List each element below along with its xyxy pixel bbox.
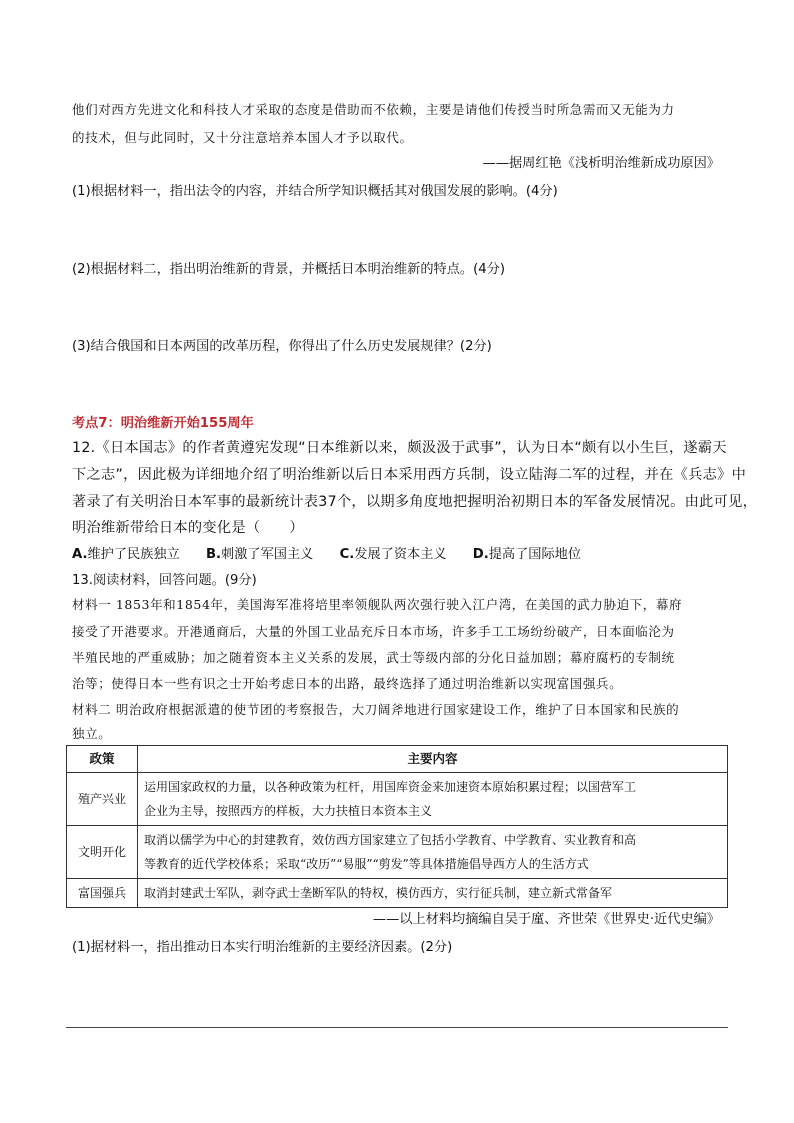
column-header: 主要内容	[138, 746, 728, 773]
content-line: 取消封建武士军队，剥夺武士垄断军队的特权，模仿西方，实行征兵制，建立新式常备军	[144, 886, 613, 900]
content-line: 取消以儒学为中心的封建教育，效仿西方国家建立了包括小学教育、中学教育、实业教育和高	[144, 833, 637, 847]
material-text-line: 独立。	[72, 726, 112, 741]
question-text-line: 下之志”，因此极为详细地介绍了明治维新以后日本采用西方兵制，设立陆海二军的过程，并在《兵志》中	[72, 467, 747, 483]
source-citation: ——据周红艳《浅析明治维新成功原因》	[482, 156, 720, 171]
option-c: C.发展了资本主义	[339, 547, 447, 562]
material-text-line: 他们对西方先进文化和科技人才采取的态度是借助而不依赖，主要是请他们传授当时所急需而又无能为力	[72, 102, 675, 117]
policy-table	[66, 745, 728, 908]
material-text-line: 的技术，但与此同时，又十分注意培养本国人才予以取代。	[72, 130, 413, 145]
option-d: D.提高了国际地位	[472, 547, 582, 562]
question-text-line: 著录了有关明治日本军事的最新统计表37个，以期多角度地把握明治初期日本的军备发展情况。由此可见，	[72, 494, 758, 510]
source-citation: ——以上材料均摘编自吴于廑、齐世荣《世界史·近代史编》	[372, 912, 720, 927]
column-header: 政策	[67, 746, 138, 773]
question-intro: 13.阅读材料，回答问题。(9分)	[72, 573, 257, 588]
section-heading: 考点7：明治维新开始155周年	[72, 416, 254, 431]
question-text-line: 明治维新带给日本的变化是（ ）	[72, 520, 304, 536]
table-row	[67, 826, 728, 879]
table-row	[67, 773, 728, 826]
material-text-line: 治等；使得日本一些有识之士开始考虑日本的出路，最终选择了通过明治维新以实现富国强兵。	[72, 676, 623, 691]
policy-cell: 文明开化	[67, 826, 138, 879]
material-text-line: 半殖民地的严重威胁；加之随着资本主义关系的发展，武士等级内部的分化日益加剧；幕府腐朽的专制统	[72, 650, 675, 665]
question-item: (1)根据材料一，指出法令的内容，并结合所学知识概括其对俄国发展的影响。(4分)	[72, 184, 558, 199]
content-cell	[138, 773, 728, 826]
content-cell	[138, 879, 728, 908]
content-line: 企业为主导，按照西方的样板，大力扶植日本资本主义	[144, 804, 433, 818]
question-item: (1)据材料一，指出推动日本实行明治维新的主要经济因素。(2分)	[72, 940, 453, 955]
material-text-line: 接受了开港要求。开港通商后，大量的外国工业品充斥日本市场，许多手工工场纷纷破产，日本面临沦为	[72, 624, 675, 639]
material-text-line: 材料一 1853年和1854年，美国海军准将培里率领舰队两次强行驶入江户湾，在美国的武力胁迫下，幕府	[72, 597, 683, 612]
table-row	[67, 879, 728, 908]
answer-options	[72, 543, 603, 562]
content-line: 等教育的近代学校体系；采取“改历”“易服”“剪发”等具体措施倡导西方人的生活方式	[144, 857, 589, 871]
footer-divider	[66, 1027, 728, 1028]
option-b: B.刺激了军国主义	[205, 547, 314, 562]
question-item: (3)结合俄国和日本两国的改革历程，你得出了什么历史发展规律？(2分)	[72, 339, 492, 354]
content-cell	[138, 826, 728, 879]
policy-cell: 殖产兴业	[67, 773, 138, 826]
question-item: (2)根据材料二，指出明治维新的背景，并概括日本明治维新的特点。(4分)	[72, 262, 505, 277]
question-text-line: 12.《日本国志》的作者黄遵宪发现“日本维新以来，颇汲汲于武事”，认为日本“颇有以小生巨，遂霸天	[72, 440, 727, 456]
policy-cell: 富国强兵	[67, 879, 138, 908]
table-header-row	[67, 746, 728, 773]
option-a: A.维护了民族独立	[72, 547, 180, 562]
material-text-line: 材料二 明治政府根据派遣的使节团的考察报告，大刀阔斧地进行国家建设工作，维护了日本国家和民族的	[72, 702, 680, 717]
content-line: 运用国家政权的力量，以各种政策为杠杆，用国库资金来加速资本原始积累过程；以国营军工	[144, 780, 637, 794]
